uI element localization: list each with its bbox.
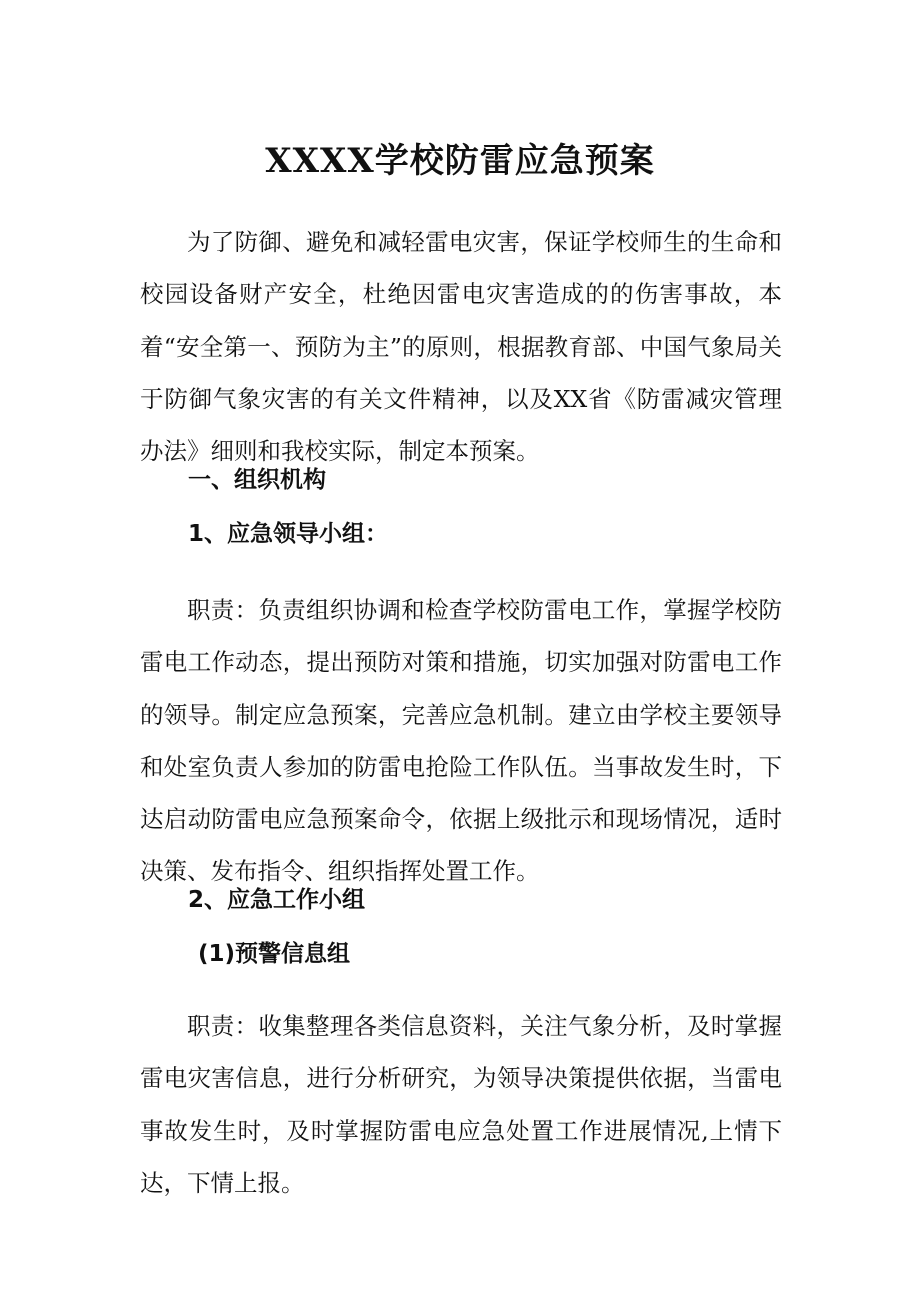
document-title: XXXX学校防雷应急预案 [265, 140, 655, 181]
intro-paragraph: 为了防御、避免和减轻雷电灾害，保证学校师生的生命和校园设备财产安全，杜绝因雷电灾害造成的的伤害事故，本着“安全第一、预防为主”的原则，根据教育部、中国气象局关于防御气象灾害的有关文件精神，以及XX省《防雷减灾管理办法》细则和我校实际，制定本预案。 [140, 228, 782, 466]
warning-duty-paragraph: 职责：收集整理各类信息资料，关注气象分析，及时掌握雷电灾害信息，进行分析研究，为领导决策提供依据，当雷电事故发生时，及时掌握防雷电应急处置工作进展情况,上情下达，下情上报。 [140, 1012, 782, 1197]
leadership-duty-paragraph: 职责：负责组织协调和检查学校防雷电工作，掌握学校防雷电工作动态，提出预防对策和措施，切实加强对防雷电工作的领导。制定应急预案，完善应急机制。建立由学校主要领导和处室负责人参加的防雷电抢险工作队伍。当事故发生时，下达启动防雷电应急预案命令，依据上级批示和现场情况，适时决策、发布指令、组织指挥处置工作。 [140, 596, 782, 886]
group-heading-warning-info: (1)预警信息组 [198, 941, 351, 967]
subsection-heading-leadership-group: 1、应急领导小组： [188, 521, 389, 547]
subsection-heading-work-group: 2、应急工作小组 [188, 887, 366, 913]
section-heading-organization: 一、组织机构 [188, 467, 326, 493]
